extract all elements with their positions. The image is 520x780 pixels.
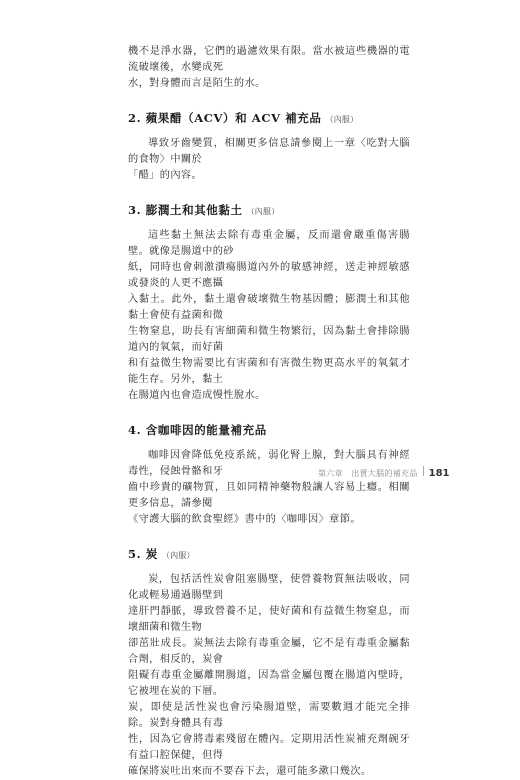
section-apple-cider-vinegar <box>128 110 410 184</box>
section-heading: 5. 炭 （內服） <box>128 547 195 561</box>
text-line: 在腸道內也會造成慢性脫水。 <box>128 390 266 401</box>
text-line: 紙，同時也會刺激潰瘍腸道內外的敏感神經，送走神經敏感或發炎的人更不應攝 <box>128 262 410 289</box>
page-number: 181 <box>428 468 450 479</box>
text-line: 《守護大腦的飲食聖經》書中的〈咖啡因〉章節。 <box>128 514 361 525</box>
text-line: 性，因為它會將毒素殘留在體內。定期用活性炭補充劑碗牙有益口腔保健，但得 <box>128 734 410 761</box>
footer-divider <box>423 466 424 476</box>
text-line: 炭，包括活性炭會阻塞腸壁，使營養物質無法吸收，同化或輕易通過腸壁到 <box>128 574 410 601</box>
page-body <box>128 44 410 780</box>
text-line: 生物窒息，助長有害細菌和微生物繁衍，因為黏土會排除腸道內的氧氣，而好菌 <box>128 326 410 353</box>
text-line: 「醋」的內容。 <box>128 170 203 181</box>
text-line: 機不是淨水器，它們的過濾效果有限。當水被這些機器的電流破壞後，水變成死 <box>128 46 410 73</box>
section-charcoal <box>128 546 410 780</box>
text-line: 確保將炭吐出來而不要吞下去，還可能多漱口幾次。 <box>128 766 372 777</box>
section-tag: （內服） <box>325 115 359 124</box>
text-line: 和有益微生物需要比有害菌和有害微生物更高水平的氧氣才能生存。另外，黏土 <box>128 358 410 385</box>
section-tag: （內服） <box>246 207 280 216</box>
text-line: 水，對身體而言是陌生的水。 <box>128 78 266 89</box>
intro-paragraph <box>128 44 410 92</box>
text-line: 這些黏土無法去除有毒重金屬，反而還會嚴重傷害腸壁。就像是腸道中的砂 <box>128 230 410 257</box>
text-line: 達肝門靜脈，導致營養不足，使好菌和有益微生物窒息，而壞細菌和微生物 <box>128 606 410 633</box>
section-heading: 4. 含咖啡因的能量補充品 <box>128 423 267 437</box>
section-tag: （內服） <box>161 551 195 560</box>
text-line: 卻茁壯成長。炭無法去除有毒重金屬，它不是有毒重金屬黏合劑，相反的，炭會 <box>128 638 410 665</box>
text-line: 咖啡因會降低免疫系統，弱化腎上腺，對大腦具有神經毒性，侵蝕骨骼和牙 <box>128 450 410 477</box>
section-heading: 3. 膨潤土和其他黏土 （內服） <box>128 203 280 217</box>
text-line: 齒中珍貴的礦物質，且如同精神藥物般讓人容易上癮。相關更多信息，請參閱 <box>128 482 410 509</box>
chapter-title: 第六章 出賣大腦的補充品 <box>318 469 418 478</box>
text-line: 阻礙有毒重金屬離開腸道，因為當金屬包覆在腸道內壁時，它被埋在炭的下層。 <box>128 670 410 697</box>
text-line: 導致牙齒變質，相關更多信息請參閱上一章〈吃對大腦的食物〉中關於 <box>128 138 410 165</box>
text-line: 入黏土。此外，黏土還會破壞微生物基因體；膨潤土和其他黏土會使有益菌和微 <box>128 294 410 321</box>
section-bentonite-clay <box>128 202 410 404</box>
text-line: 炭，即使是活性炭也會污染腸道壁，需要數週才能完全排除。炭對身體具有毒 <box>128 702 410 729</box>
section-heading: 2. 蘋果醋（ACV）和 ACV 補充品 （內服） <box>128 111 359 125</box>
page-footer <box>318 466 449 479</box>
